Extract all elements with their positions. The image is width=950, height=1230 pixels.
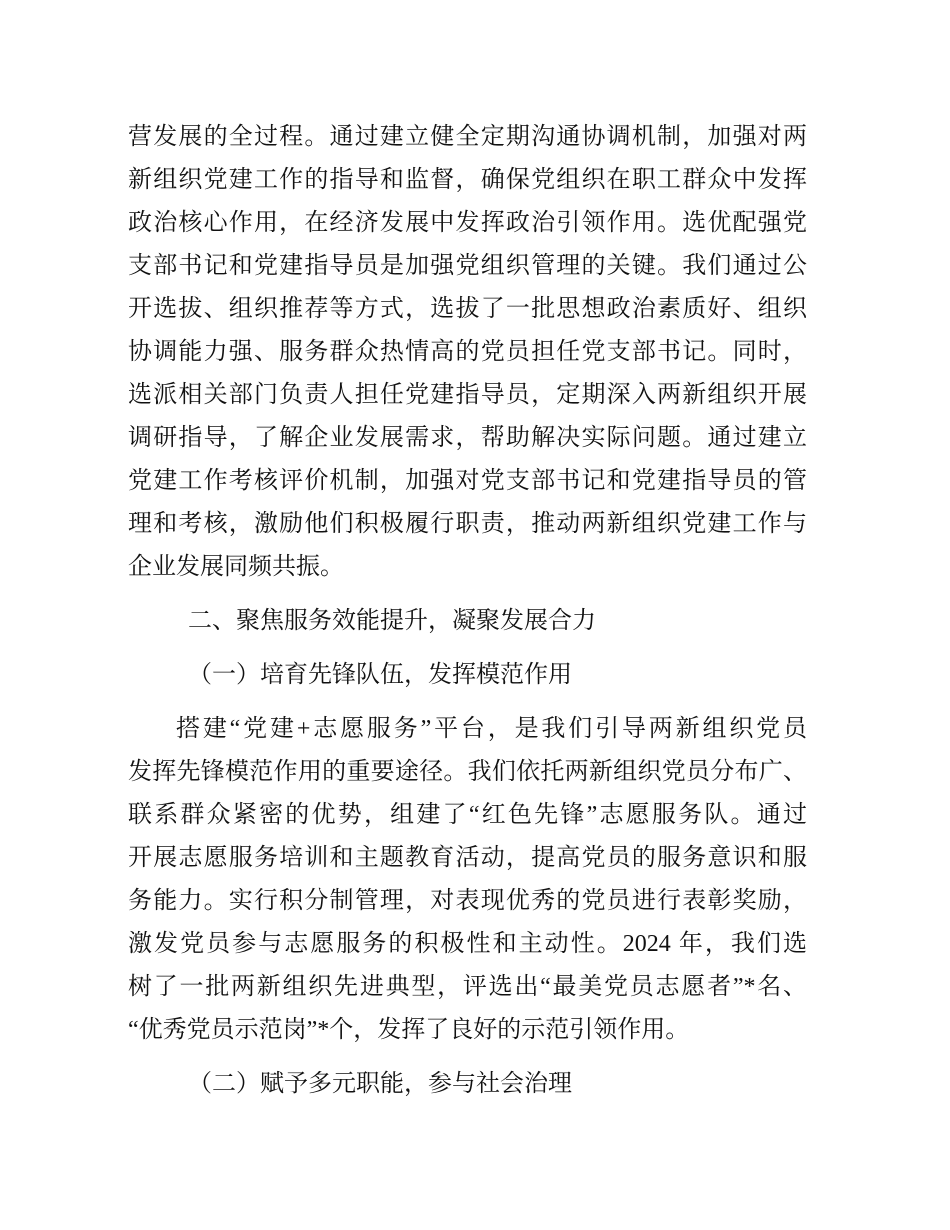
text-line: （一）培育先锋队伍，发挥模范作用 (188, 662, 572, 688)
text-line: 发挥先锋模范作用的重要途径。我们依托两新组织党员分布广、 (128, 759, 807, 785)
text-line: 营发展的全过程。通过建立健全定期沟通协调机制，加强对两 (128, 124, 807, 150)
text-line: 务能力。实行积分制管理，对表现优秀的党员进行表彰奖励， (128, 888, 807, 914)
text-line: 开展志愿服务培训和主题教育活动，提高党员的服务意识和服 (128, 845, 807, 871)
text-line: 搭建“党建+志愿服务”平台，是我们引导两新组织党员 (176, 716, 807, 742)
paragraph (128, 708, 807, 1052)
text-line: 支部书记和党建指导员是加强党组织管理的关键。我们通过公 (128, 253, 807, 279)
text-line: 选派相关部门负责人担任党建指导员，定期深入两新组织开展 (128, 382, 807, 408)
text-line: 协调能力强、服务群众热情高的党员担任党支部书记。同时， (128, 339, 807, 365)
text-line: 树了一批两新组织先进典型，评选出“最美党员志愿者”*名、 (128, 974, 807, 1000)
subsection-heading (128, 1063, 807, 1106)
subsection-heading (128, 654, 807, 697)
text-line: 联系群众紧密的优势，组建了“红色先锋”志愿服务队。通过 (128, 802, 807, 828)
text-line: 理和考核，激励他们积极履行职责，推动两新组织党建工作与 (128, 511, 807, 537)
text-line: 党建工作考核评价机制，加强对党支部书记和党建指导员的管 (128, 468, 807, 494)
text-line: （二）赋予多元职能，参与社会治理 (188, 1071, 572, 1097)
text-line: 企业发展同频共振。 (128, 554, 344, 580)
document-body (128, 116, 807, 1117)
text-line: 开选拔、组织推荐等方式，选拔了一批思想政治素质好、组织 (128, 296, 807, 322)
text-line: 调研指导，了解企业发展需求，帮助解决实际问题。通过建立 (128, 425, 807, 451)
text-line: 新组织党建工作的指导和监督，确保党组织在职工群众中发挥 (128, 167, 807, 193)
text-line: 二、聚焦服务效能提升，凝聚发展合力 (188, 608, 596, 634)
text-line: “优秀党员示范岗”*个，发挥了良好的示范引领作用。 (128, 1017, 690, 1043)
section-heading (128, 600, 807, 643)
text-line: 政治核心作用，在经济发展中发挥政治引领作用。选优配强党 (128, 210, 807, 236)
text-line: 激发党员参与志愿服务的积极性和主动性。2024 年，我们选 (128, 931, 807, 957)
paragraph (128, 116, 807, 589)
